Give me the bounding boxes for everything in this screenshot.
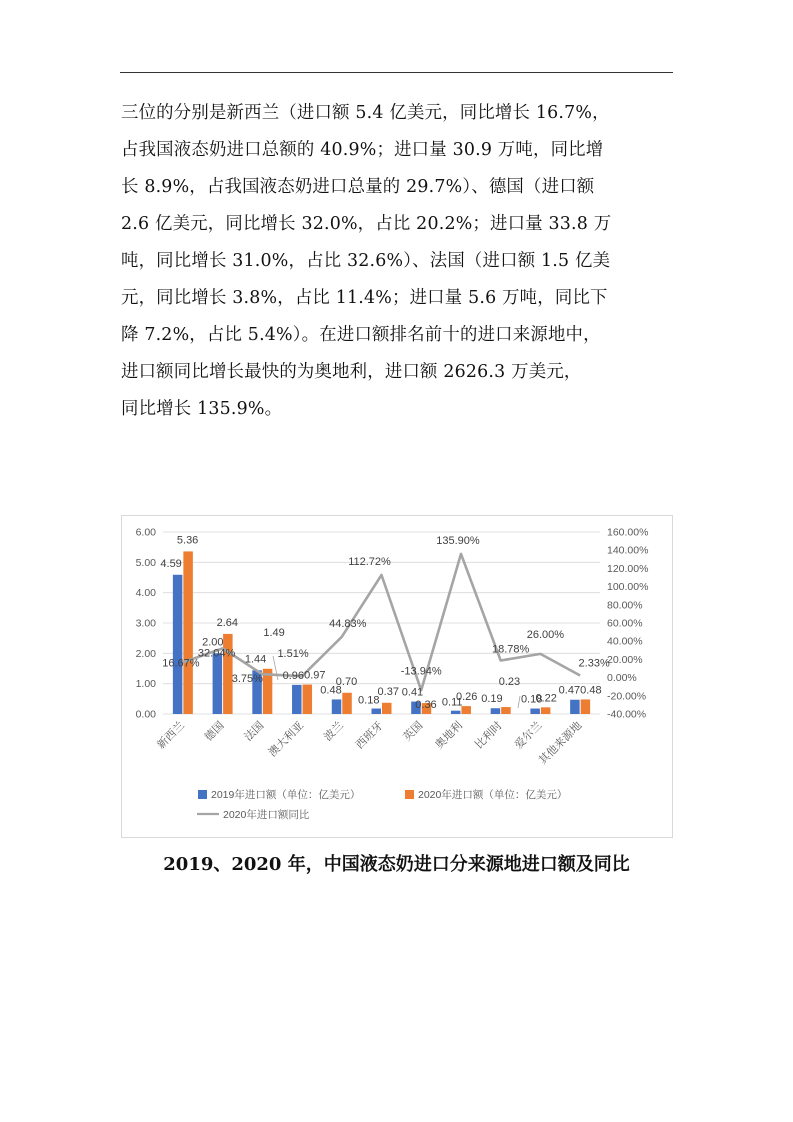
x-category-label: 德国: [202, 719, 227, 744]
bar: [173, 575, 183, 714]
paragraph-line: 2.6 亿美元，同比增长 32.0%，占比 20.2%；进口量 33.8 万: [121, 214, 612, 234]
y-right-tick-label: 20.00%: [607, 653, 643, 666]
y-right-tick-label: 80.00%: [607, 599, 643, 612]
x-category-label: 比利时: [472, 719, 505, 752]
y-left-tick-label: 1.00: [135, 678, 156, 691]
bar-data-label: 0.41: [401, 686, 424, 699]
bar-data-label: 0.19: [481, 693, 503, 706]
bar: [581, 699, 591, 714]
line-data-label: -13.94%: [400, 665, 442, 678]
x-category-label: 奥地利: [433, 719, 466, 752]
bar: [183, 551, 193, 714]
series-line: [183, 554, 580, 690]
bar-data-label: 0.11: [441, 696, 463, 709]
paragraph-line: 吨，同比增长 31.0%，占比 32.6%）、法国（进口额 1.5 亿美: [121, 251, 611, 271]
bar-data-label: 0.48: [580, 684, 602, 697]
leader-line: [518, 696, 520, 708]
y-right-tick-label: 100.00%: [607, 581, 649, 594]
y-right-tick-label: -40.00%: [607, 708, 647, 721]
paragraph-line: 占我国液态奶进口总额的 40.9%；进口量 30.9 万吨，同比增: [121, 140, 604, 160]
bar: [501, 707, 511, 714]
x-category-label: 波兰: [321, 719, 346, 744]
bar-data-label: 0.96: [282, 669, 305, 682]
line-data-label: 16.67%: [162, 657, 200, 670]
y-right-tick-label: 60.00%: [607, 617, 643, 630]
bar-data-label: 0.18: [520, 693, 543, 706]
bar-data-label: 0.70: [335, 675, 358, 688]
bar-data-label: 2.64: [216, 616, 239, 629]
y-right-tick-label: 0.00%: [607, 672, 637, 685]
bar-data-label: 0.36: [415, 699, 437, 712]
bar: [332, 699, 342, 714]
paragraph-line: 进口额同比增长最快的为奥地利，进口额 2626.3 万美元，: [121, 362, 582, 382]
paragraph-line: 三位的分别是新西兰（进口额 5.4 亿美元，同比增长 16.7%，: [121, 103, 610, 123]
y-right-tick-label: 40.00%: [607, 635, 643, 648]
paragraph-line: 元，同比增长 3.8%，占比 11.4%；进口量 5.6 万吨，同比下: [121, 288, 608, 308]
header-rule: [120, 72, 673, 73]
bar-data-label: 0.48: [320, 684, 342, 697]
y-right-tick-label: 120.00%: [607, 562, 649, 575]
bar-data-label: 0.23: [498, 676, 521, 689]
line-data-label: 32.04%: [197, 647, 236, 660]
paragraph-line: 同比增长 135.9%。: [121, 399, 283, 419]
y-left-tick-label: 2.00: [135, 647, 156, 660]
x-category-label: 爱尔兰: [512, 719, 545, 752]
bar: [530, 709, 540, 714]
paragraph-line: 长 8.9%，占我国液态奶进口总量的 29.7%）、德国（进口额: [121, 177, 595, 197]
y-left-tick-label: 6.00: [135, 526, 156, 539]
bar: [303, 685, 313, 714]
bar: [342, 693, 352, 714]
bar-data-label: 1.44: [244, 653, 267, 666]
bar: [213, 653, 223, 714]
bar: [292, 685, 302, 714]
legend-label: 2019年进口额（单位：亿美元）: [211, 789, 361, 801]
line-data-label: 135.90%: [436, 534, 480, 547]
bar-data-label: 0.18: [358, 694, 380, 707]
bar-data-label: 5.36: [176, 534, 199, 547]
bar: [382, 703, 392, 714]
legend-swatch: [405, 790, 414, 799]
x-category-label: 其他来源地: [536, 719, 585, 768]
y-left-tick-label: 3.00: [135, 617, 156, 630]
y-left-tick-label: 5.00: [135, 556, 156, 569]
bar-data-label: 0.37: [377, 685, 399, 698]
x-category-label: 新西兰: [155, 719, 187, 752]
x-category-label: 法国: [242, 719, 267, 744]
bar: [570, 700, 580, 714]
bar-data-label: 0.47: [558, 684, 581, 697]
x-category-label: 西班牙: [353, 719, 386, 752]
legend-label: 2020年进口额（单位：亿美元）: [418, 789, 568, 801]
combo-chart: [122, 516, 674, 839]
line-data-label: 18.78%: [492, 643, 530, 656]
x-category-label: 英国: [401, 719, 426, 744]
bar: [372, 709, 382, 714]
line-data-label: 3.75%: [231, 673, 263, 686]
bar: [451, 711, 461, 714]
line-data-label: 1.51%: [277, 648, 309, 661]
y-right-tick-label: 160.00%: [607, 526, 649, 539]
bar-data-label: 1.49: [263, 626, 285, 639]
line-data-label: 2.33%: [578, 657, 610, 670]
bar: [491, 708, 501, 714]
y-left-tick-label: 4.00: [135, 587, 156, 600]
y-right-tick-label: 140.00%: [607, 544, 649, 557]
x-category-label: 澳大利亚: [266, 719, 307, 760]
paragraph: [121, 95, 673, 428]
line-data-label: 44.83%: [329, 617, 367, 630]
line-data-label: 112.72%: [348, 556, 391, 569]
bar-data-label: 0.97: [304, 669, 326, 682]
bar: [541, 707, 551, 714]
chart-figure: [121, 515, 673, 838]
bar-data-label: 4.59: [160, 557, 182, 570]
bar: [461, 706, 471, 714]
bar-data-label: 2.00: [202, 636, 224, 649]
y-left-tick-label: 0.00: [135, 708, 156, 721]
paragraph-line: 降 7.2%，占比 5.4%）。在进口额排名前十的进口来源地中，: [121, 325, 601, 345]
figure-caption: 2019、2020 年，中国液态奶进口分来源地进口额及同比: [163, 854, 630, 875]
line-data-label: 26.00%: [526, 628, 565, 641]
y-right-tick-label: -20.00%: [607, 690, 647, 703]
bar-data-label: 0.26: [455, 691, 478, 704]
bar-data-label: 0.22: [535, 692, 557, 705]
legend-swatch: [198, 790, 207, 799]
legend-label: 2020年进口额同比: [223, 809, 310, 821]
